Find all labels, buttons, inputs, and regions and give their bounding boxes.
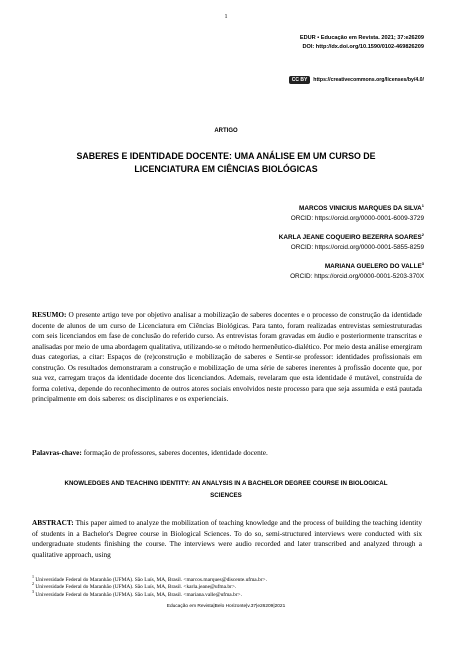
keywords-text: formação de professores, saberes docentes, identidade docente. bbox=[83, 448, 268, 457]
footnote-marker: 1 bbox=[32, 574, 34, 580]
footnote-marker: 1 bbox=[421, 202, 424, 208]
author-orcid[interactable]: ORCID: https://orcid.org/0000-0001-5203-370X bbox=[290, 273, 424, 280]
author-name: KARLA JEANE COQUEIRO BEZERRA SOARES$^2$ bbox=[278, 231, 424, 241]
author-orcid[interactable]: ORCID: https://orcid.org/0000-0001-6009-3729 bbox=[290, 215, 424, 222]
author-orcid[interactable]: ORCID: https://orcid.org/0000-0001-5855-8259 bbox=[290, 244, 424, 251]
abstract-english bbox=[32, 518, 422, 570]
journal-citation: EDUR • Educação em Revista. 2021; 37:e26209 bbox=[299, 35, 424, 41]
footnote-marker: 2 bbox=[421, 231, 424, 237]
footnote: $^2$ Universidade Federal do Maranhão (UFMA). São Luís, MA, Brasil. <karla.jeane@ufma.br>. bbox=[32, 581, 237, 591]
abstract-label: ABSTRACT: bbox=[32, 518, 74, 527]
author-entry bbox=[124, 233, 424, 252]
keywords bbox=[32, 448, 422, 458]
cc-license-icon[interactable] bbox=[289, 76, 311, 84]
cc-badge-label: CC BY bbox=[291, 77, 308, 83]
page-footer: Educação em Revista|Belo Horizonte|v.37|e26209|2021 bbox=[166, 604, 286, 609]
footnote: $^1$ Universidade Federal do Maranhão (UFMA). São Luís, MA, Brasil. <marcos.marques@discente.ufma.br>. bbox=[32, 574, 267, 583]
abstract-portuguese bbox=[32, 310, 422, 405]
abstract-text: O presente artigo teve por objetivo analisar a mobilização de saberes docentes e o processo de construção da identidade docente de alunos de um curso de Licenciatura em Ciências Biológicas. Para tanto, foram realizadas entrevistas semiestruturadas com seis licenciandos em fase de conclusão do referido curso. As entrevistas foram gravadas em áudio e posteriormente transcritas e analisadas por meio de uma abordagem qualitativa, utilizando-se o método hermenêutico-dialético. Por meio desta análise emergiram duas categorias, a citar: Espaços de (re)construção e mobilização de saberes e Sentir-se professor: identidades profissionais em construção. Os resultados demonstraram a construção e mobilização de uma série de saberes inerentes à profissão docente que, por sua vez, carregam traços da identidade docente dos licenciandos. Ademais, revelaram que esta identidade é mutável, construída de forma coletiva, depende do reconhecimento de outros atores sociais envolvidos neste processo para que seja assumida e está pautada principalmente em dois saberes: os disciplinares e os experienciais. bbox=[32, 310, 422, 403]
license-url[interactable]: https://creativecommons.org/licenses/by/4.0/ bbox=[313, 77, 424, 83]
author-entry bbox=[124, 262, 424, 281]
keywords-label: Palavras-chave: bbox=[32, 448, 82, 457]
author-name: MARCOS VINICIUS MARQUES DA SILVA$^1$ bbox=[299, 202, 424, 212]
footnote: $^3$ Universidade Federal do Maranhão (UFMA). São Luís, MA, Brasil. <mariana.valle@ufma.br>. bbox=[32, 589, 242, 598]
abstract-text: This paper aimed to analyze the mobilization of teaching knowledge and the process of building the teaching identity of students in a Bachelor's Degree course in Biological Sciences. To do so, semi-structured interviews were conducted with six undergraduate students finishing the course. The interviews were audio recorded and later transcribed and analyzed through a qualitative approach, using bbox=[32, 518, 422, 559]
article-title-english: KNOWLEDGES AND TEACHING IDENTITY: AN ANALYSIS IN A BACHELOR DEGREE COURSE IN BIOLOGICAL SCIENCES bbox=[64, 480, 388, 499]
footnotes bbox=[32, 574, 432, 599]
footnote-marker: 3 bbox=[421, 260, 424, 266]
footnote-marker: 2 bbox=[32, 581, 34, 587]
page-number: 1 bbox=[224, 14, 228, 20]
author-list bbox=[124, 204, 424, 291]
abstract-label: RESUMO: bbox=[32, 310, 67, 319]
footnote-marker: 3 bbox=[32, 589, 34, 595]
journal-info bbox=[300, 34, 424, 51]
license bbox=[289, 76, 424, 84]
doi-link[interactable]: DOI: http://dx.doi.org/10.1590/0102-469826209 bbox=[302, 43, 424, 50]
section-label: ARTIGO bbox=[214, 128, 238, 134]
author-name: MARIANA GUELERO DO VALLE$^3$ bbox=[324, 260, 424, 270]
article-title: SABERES E IDENTIDADE DOCENTE: UMA ANÁLISE EM UM CURSO DE LICENCIATURA EM CIÊNCIAS BIOLÓGICAS bbox=[76, 151, 376, 174]
author-entry bbox=[124, 204, 424, 223]
